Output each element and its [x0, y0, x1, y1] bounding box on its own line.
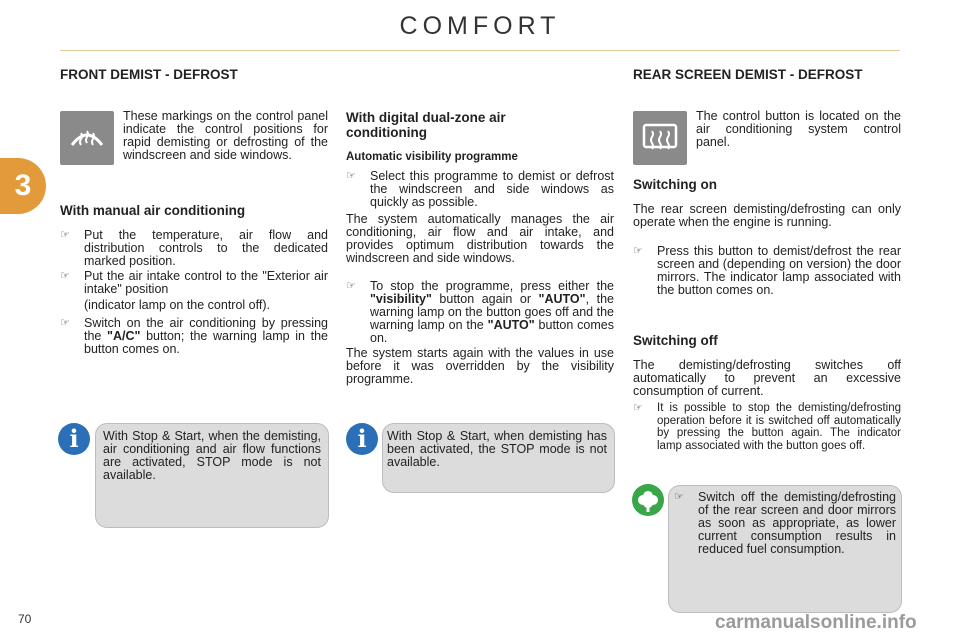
- manual-ac-title: With manual air conditioning: [60, 203, 246, 218]
- eco-leaf-icon: [632, 484, 664, 516]
- digital-para-2: The system starts again with the values in use before it was overridden by the visibility programme.: [346, 346, 614, 386]
- bullet-hand-icon: ☞: [60, 317, 70, 329]
- info-text-left: With Stop & Start, when the demisting, air conditioning and air flow functions are activated, STOP mode is not available.: [103, 429, 321, 482]
- rear-demist-title: REAR SCREEN DEMIST - DEFROST: [633, 67, 863, 82]
- bullet-hand-icon: ☞: [60, 270, 70, 282]
- visibility-programme-subtitle: Automatic visibility programme: [346, 151, 518, 163]
- bullet-hand-icon: ☞: [674, 491, 684, 503]
- header-rule: [60, 50, 900, 51]
- bullet-hand-icon: ☞: [633, 402, 643, 414]
- bullet-hand-icon: ☞: [60, 229, 70, 241]
- info-icon: i: [346, 423, 378, 455]
- manual-bullet-2-note: (indicator lamp on the control off).: [84, 298, 270, 312]
- rear-demist-icon: [633, 111, 687, 165]
- watermark: carmanualsonline.info: [715, 612, 917, 633]
- digital-ac-title: With digital dual-zone air conditioning: [346, 110, 506, 140]
- bullet-hand-icon: ☞: [633, 245, 643, 257]
- info-icon: i: [58, 423, 90, 455]
- front-demist-intro: These markings on the control panel indicate the control positions for rapid demisting or defrosting of the windscreen and side windows.: [123, 109, 328, 162]
- bullet-hand-icon: ☞: [346, 280, 356, 292]
- switching-on-para: The rear screen demisting/defrosting can only operate when the engine is running.: [633, 202, 901, 229]
- switching-off-bullet: ☞ It is possible to stop the demisting/defrosting operation before it is switched off automatically by pressing the button again. The indicator lamp associated with the button goes off.: [633, 402, 901, 452]
- digital-bullet-2: ☞ To stop the programme, press either the "visibility" button again or "AUTO", the warning lamp on the button goes off and the warning lamp on the "AUTO" button comes on.: [346, 279, 614, 345]
- switching-on-title: Switching on: [633, 177, 717, 192]
- front-demist-title: FRONT DEMIST - DEFROST: [60, 67, 238, 82]
- manual-bullet-1: ☞ Put the temperature, air flow and distribution controls to the dedicated marked position.: [60, 228, 328, 268]
- info-text-middle: With Stop & Start, when demisting has been activated, the STOP mode is not available.: [387, 429, 607, 469]
- eco-text: ☞ Switch off the demisting/defrosting of the rear screen and door mirrors as soon as appropriate, as lower current consumption results in reduced fuel consumption.: [674, 490, 896, 556]
- switching-off-title: Switching off: [633, 333, 718, 348]
- page-number: 70: [18, 612, 32, 626]
- digital-para: The system automatically manages the air conditioning, air flow and air intake, and provides optimum distribution towards the windscreen and side windows.: [346, 212, 614, 265]
- switching-on-bullet: ☞ Press this button to demist/defrost the rear screen and (depending on version) the door mirrors. The indicator lamp associated with the button comes on.: [633, 244, 901, 297]
- manual-bullet-3: ☞ Switch on the air conditioning by pressing the "A/C" button; the warning lamp in the button comes on.: [60, 316, 328, 356]
- rear-demist-intro: The control button is located on the air conditioning system control panel.: [696, 109, 901, 149]
- bullet-hand-icon: ☞: [346, 170, 356, 182]
- digital-bullet-1: ☞ Select this programme to demist or defrost the windscreen and side windows as quickly as possible.: [346, 169, 614, 209]
- front-demist-icon: [60, 111, 114, 165]
- chapter-tab: 3: [0, 158, 46, 214]
- manual-bullet-2: ☞ Put the air intake control to the "Exterior air intake" position: [60, 269, 328, 296]
- page-title: COMFORT: [399, 12, 561, 40]
- switching-off-para: The demisting/defrosting switches off automatically to prevent an excessive consumption of current.: [633, 358, 901, 398]
